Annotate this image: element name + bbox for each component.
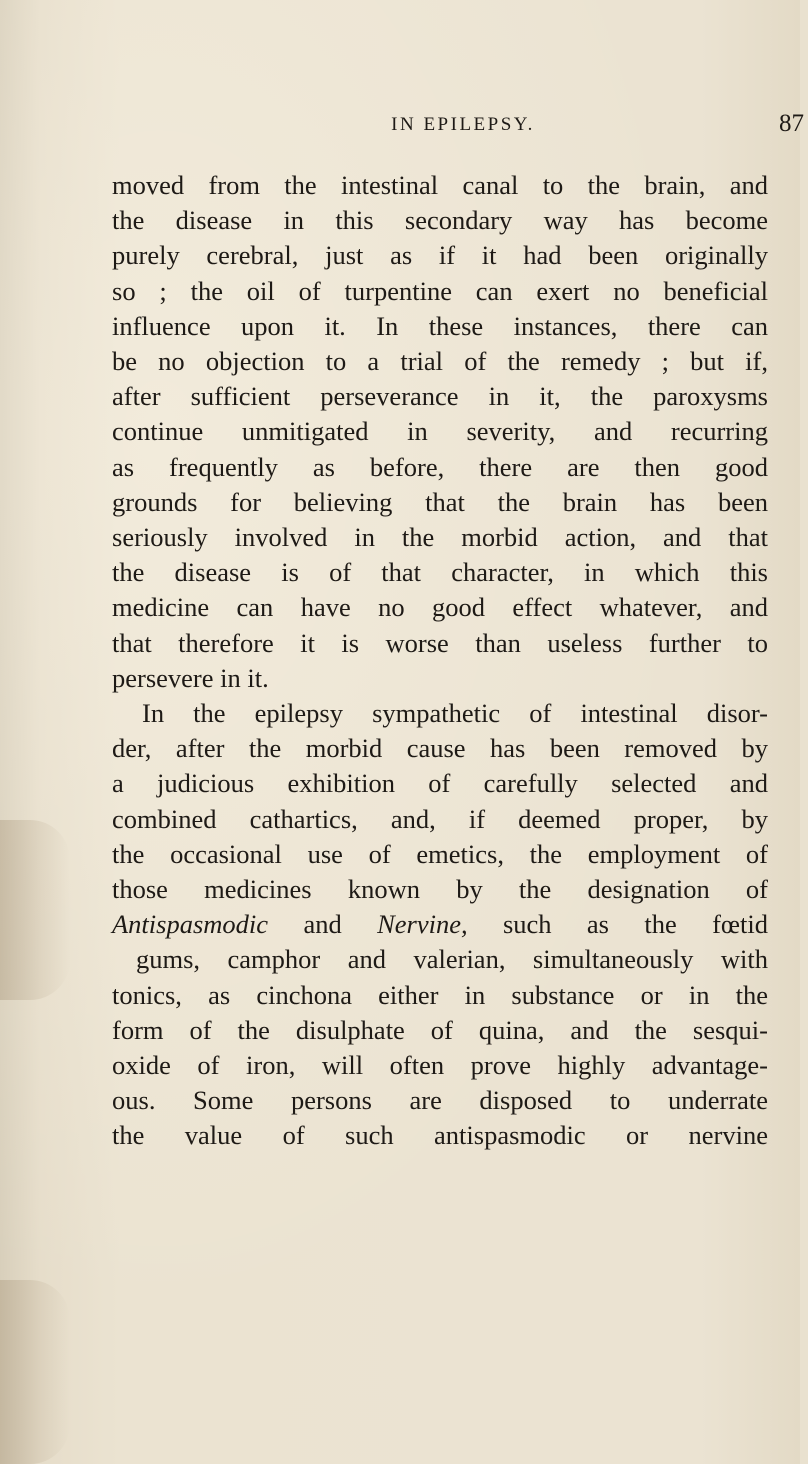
text-line: medicine can have no good effect whatever, and bbox=[112, 592, 768, 623]
text-line: purely cerebral, just as if it had been originally bbox=[112, 240, 768, 271]
text-line: the occasional use of emetics, the employment of bbox=[112, 838, 768, 869]
text-line: der, after the morbid cause has been removed by bbox=[112, 733, 768, 764]
text-line: seriously involved in the morbid action, and that bbox=[112, 522, 768, 553]
text-line: after sufficient perseverance in it, the paroxysms bbox=[112, 381, 768, 412]
italic-term-nervine: Nervine, bbox=[377, 909, 468, 940]
text-line: be no objection to a trial of the remedy ; but if, bbox=[112, 346, 768, 377]
text-line: ous. Some persons are disposed to underrate bbox=[112, 1085, 768, 1116]
text-line: a judicious exhibition of carefully selected and bbox=[112, 768, 768, 799]
text-line: the value of such antispasmodic or nervine bbox=[112, 1120, 768, 1151]
text-line: form of the disulphate of quina, and the sesqui- bbox=[112, 1014, 768, 1045]
text-line: the disease in this secondary way has become bbox=[112, 205, 768, 236]
page-stain bbox=[0, 1280, 70, 1464]
running-title: IN EPILEPSY. bbox=[391, 114, 535, 135]
text-line: influence upon it. In these instances, there can bbox=[112, 310, 768, 341]
text-line: as frequently as before, there are then good bbox=[112, 451, 768, 482]
italic-term-antispasmodic: Antispasmodic bbox=[112, 909, 269, 940]
text-line: the disease is of that character, in which this bbox=[112, 557, 768, 588]
text-line: moved from the intestinal canal to the brain, and bbox=[112, 170, 768, 200]
text-line: those medicines known by the designation of bbox=[112, 874, 768, 905]
text-line: continue unmitigated in severity, and recurring bbox=[112, 416, 768, 447]
paragraph-start-line: In the epilepsy sympathetic of intestinal disor- bbox=[142, 698, 768, 729]
text-line: that therefore it is worse than useless further to bbox=[112, 627, 768, 658]
text-fragment: such as the fœtid bbox=[502, 909, 769, 940]
text-line: combined cathartics, and, if deemed proper, by bbox=[112, 803, 768, 834]
text-line: persevere in it. bbox=[112, 662, 269, 693]
text-line-with-italics bbox=[112, 907, 768, 942]
body-text bbox=[112, 168, 768, 1154]
text-fragment: and bbox=[303, 909, 342, 940]
text-line: grounds for believing that the brain has been bbox=[112, 486, 768, 517]
text-line: tonics, as cinchona either in substance or in the bbox=[112, 979, 768, 1010]
page-number: 87 bbox=[779, 110, 804, 137]
text-line: oxide of iron, will often prove highly advantage- bbox=[112, 1050, 768, 1081]
page-header bbox=[118, 110, 804, 154]
page-stain bbox=[0, 820, 70, 1000]
text-line: so ; the oil of turpentine can exert no beneficial bbox=[112, 275, 768, 306]
text-line: gums, camphor and valerian, simultaneously with bbox=[136, 944, 768, 975]
